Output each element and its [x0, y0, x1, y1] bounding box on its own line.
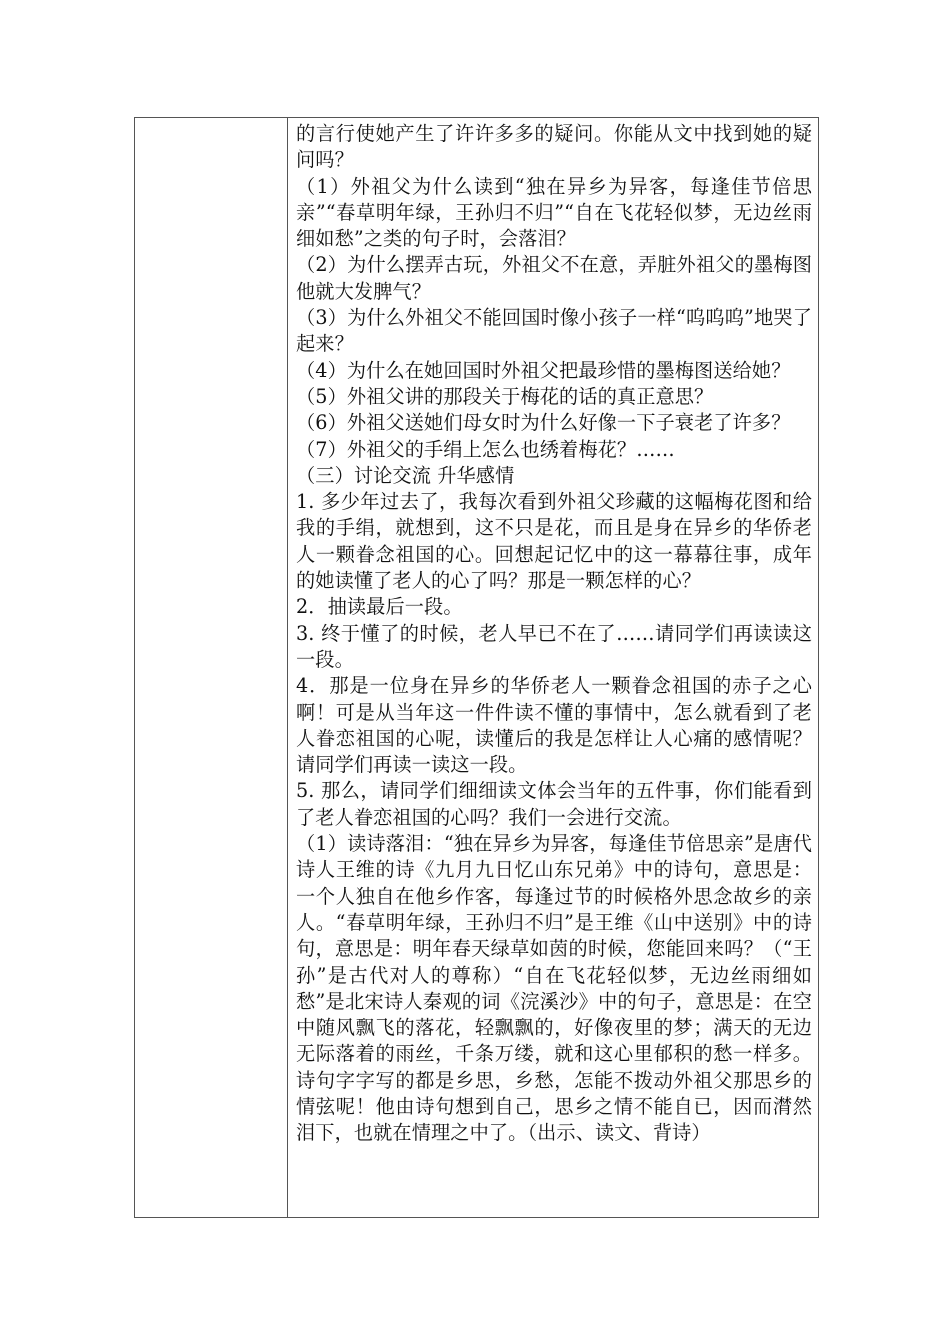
lesson-plan-table [134, 117, 819, 1218]
content-text-block [288, 118, 818, 1147]
section-heading-discussion: （三）讨论交流 升华感情 [296, 463, 515, 487]
paragraph-question-1: （1）外祖父为什么读到“独在异乡为异客，每逢佳节倍思亲”“春草明年绿，王孙归不归”“自在飞花轻似梦，无边丝雨细如愁”之类的句子时，会落泪？ [296, 174, 812, 251]
paragraph-question-2: （2）为什么摆弄古玩，外祖父不在意，弄脏外祖父的墨梅图他就大发脾气？ [296, 253, 812, 303]
paragraph-step-5: 5. 那么，请同学们细细读文体会当年的五件事，你们能看到了老人眷恋祖国的心吗？我们一会进行交流。 [296, 779, 812, 829]
paragraph-step-2: 2．抽读最后一段。 [296, 595, 463, 619]
paragraph-poem-explanation: （1）读诗落泪：“独在异乡为异客，每逢佳节倍思亲”是唐代诗人王维的诗《九月九日忆山东兄弟》中的诗句，意思是：一个人独自在他乡作客，每逢过节的时候格外思念故乡的亲人。“春草明年绿，王孙归不归”是王维《山中送别》中的诗句，意思是：明年春天绿草如茵的时候，您能回来吗？（“王孙”是古代对人的尊称）“自在飞花轻似梦，无边丝雨细如愁”是北宋诗人秦观的词《浣溪沙》中的句子，意思是：在空中随风飘飞的落花，轻飘飘的，好像夜里的梦；满天的无边无际落着的雨丝，千条万缕，就和这心里郁积的愁一样多。诗句字字写的都是乡思，乡愁，怎能不拨动外祖父那思乡的情弦呢！他由诗句想到自己，思乡之情不能自已，因而潸然泪下，也就在情理之中了。（出示、读文、背诗） [296, 832, 812, 1145]
paragraph-step-1: 1. 多少年过去了，我每次看到外祖父珍藏的这幅梅花图和给我的手绢，就想到，这不只是花，而且是身在异乡的华侨老人一颗眷念祖国的心。回想起记忆中的这一幕幕往事，成年的她读懂了老人的心了吗？那是一颗怎样的心？ [296, 490, 812, 593]
table-row [135, 118, 819, 1218]
paragraph-question-3: （3）为什么外祖父不能回国时像小孩子一样“呜呜呜”地哭了起来？ [296, 306, 812, 356]
paragraph-intro-question: 的言行使她产生了许许多多的疑问。你能从文中找到她的疑问吗？ [296, 122, 812, 172]
paragraph-question-4: （4）为什么在她回国时外祖父把最珍惜的墨梅图送给她？ [296, 358, 791, 382]
paragraph-question-5: （5）外祖父讲的那段关于梅花的话的真正意思？ [296, 384, 714, 408]
empty-left-cell [135, 118, 288, 1218]
content-cell [288, 118, 819, 1218]
paragraph-step-3: 3. 终于懂了的时候，老人早已不在了……请同学们再读读这一段。 [296, 621, 812, 671]
paragraph-step-4: 4．那是一位身在异乡的华侨老人一颗眷念祖国的赤子之心啊！可是从当年这一件件读不懂的事情中，怎么就看到了老人眷恋祖国的心呢，读懂后的我是怎样让人心痛的感情呢？请同学们再读一读这一段。 [296, 674, 812, 777]
paragraph-question-7: （7）外祖父的手绢上怎么也绣着梅花？…… [296, 437, 675, 461]
paragraph-question-6: （6）外祖父送她们母女时为什么好像一下子衰老了许多？ [296, 411, 791, 435]
